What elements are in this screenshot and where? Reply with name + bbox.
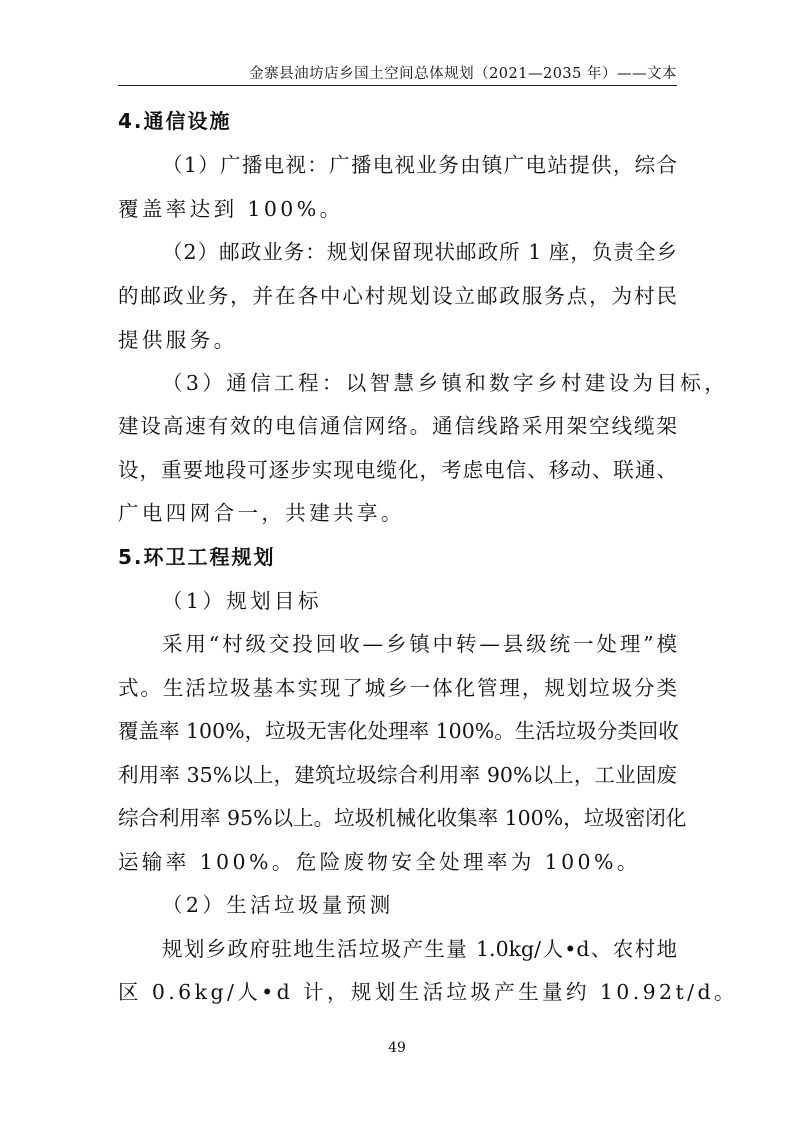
- paragraph-line: 覆盖率 100%，垃圾无害化处理率 100%。生活垃圾分类回收: [118, 719, 679, 743]
- paragraph-line: （3）通信工程：以智慧乡镇和数字乡村建设为目标，: [162, 371, 729, 395]
- paragraph-line: 的邮政业务，并在各中心村规划设立邮政服务点，为村民: [118, 284, 677, 308]
- paragraph-line: 利用率 35%以上，建筑垃圾综合利用率 90%以上，工业固废: [118, 763, 677, 787]
- paragraph-line: 建设高速有效的电信通信网络。通信线路采用架空线缆架: [118, 414, 677, 438]
- paragraph-line: 广电四网合一，共建共享。: [118, 501, 405, 525]
- paragraph-line: 综合利用率 95%以上。垃圾机械化收集率 100%，垃圾密闭化: [118, 806, 687, 830]
- paragraph-line: 式。生活垃圾基本实现了城乡一体化管理，规划垃圾分类: [118, 676, 677, 700]
- page-number: 49: [388, 1040, 406, 1056]
- paragraph-line: 设，重要地段可逐步实现电缆化，考虑电信、移动、联通、: [118, 458, 677, 482]
- paragraph-line: （2）邮政业务：规划保留现状邮政所 1 座，负责全乡: [162, 240, 677, 264]
- header-title: 金寨县油坊店乡国土空间总体规划（2021—2035 年）——文本: [249, 66, 677, 82]
- subheading-waste-forecast: （2）生活垃圾量预测: [162, 893, 394, 917]
- paragraph-line: （1）广播电视：广播电视业务由镇广电站提供，综合: [162, 153, 677, 177]
- subheading-planning-goal: （1）规划目标: [162, 589, 322, 613]
- section-heading-telecom: 4.通信设施: [118, 109, 232, 133]
- paragraph-line: 覆盖率达到 100%。: [118, 197, 344, 221]
- paragraph-line: 规划乡政府驻地生活垃圾产生量 1.0kg/人•d、农村地: [162, 937, 677, 961]
- paragraph-line: 采用“村级交投回收—乡镇中转—县级统一处理”模: [162, 632, 677, 656]
- paragraph-line: 区 0.6kg/人•d 计，规划生活垃圾产生量约 10.92t/d。: [118, 980, 738, 1004]
- header-divider: [118, 85, 677, 86]
- paragraph-line: 提供服务。: [118, 328, 238, 352]
- paragraph-line: 运输率 100%。危险废物安全处理率为 100%。: [118, 850, 641, 874]
- section-heading-sanitation: 5.环卫工程规划: [118, 545, 276, 569]
